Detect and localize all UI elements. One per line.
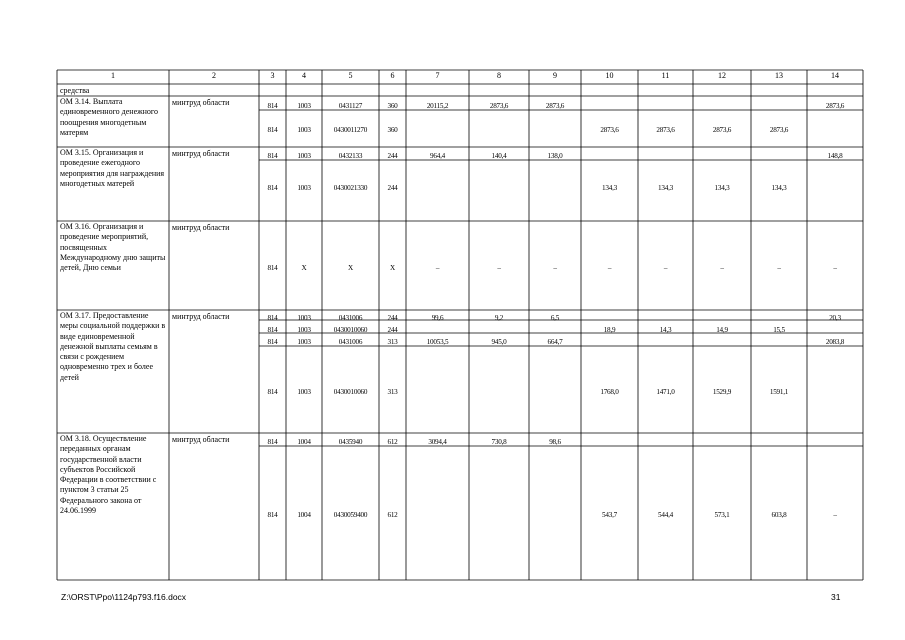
header-col-3: 3 — [270, 71, 275, 80]
header-col-7: 7 — [435, 71, 440, 80]
cell-col-14: 2873,6 — [825, 102, 845, 110]
cell-col-3: 814 — [267, 438, 278, 446]
cell-col-4: 1003 — [297, 314, 311, 322]
header-col-9: 9 — [553, 71, 557, 80]
cell-col-10: – — [607, 264, 612, 272]
cell-col-8: 140,4 — [491, 152, 507, 160]
cell-col-5: 0435940 — [338, 438, 363, 446]
carryover-text: средства — [60, 86, 90, 95]
cell-col-5: 0430021330 — [333, 184, 368, 192]
cell-col-3: 814 — [267, 184, 278, 192]
ministry-name: минтруд области — [172, 98, 230, 107]
header-col-8: 8 — [497, 71, 501, 80]
cell-col-4: 1003 — [297, 102, 311, 110]
cell-col-7: 10053,5 — [426, 338, 449, 346]
cell-col-3: 814 — [267, 102, 278, 110]
header-col-13: 13 — [775, 71, 783, 80]
cell-col-5: X — [348, 264, 353, 272]
cell-col-12: 1529,9 — [712, 388, 732, 396]
cell-col-10: 18,9 — [603, 326, 616, 334]
cell-col-6: 313 — [387, 338, 398, 346]
cell-col-11: 134,3 — [658, 184, 673, 192]
cell-col-7: 964,4 — [430, 152, 445, 160]
cell-col-9: 98,6 — [549, 438, 561, 446]
measure-label: ОМ 3.17. Предоставление меры социальной поддержки в виде единовременной денежной выплаты семьям в связи с рождением одновременно трех и более детей — [60, 311, 166, 382]
header-col-1: 1 — [111, 71, 115, 80]
header-col-14: 14 — [831, 71, 839, 80]
cell-col-8: 730,8 — [491, 438, 507, 446]
cell-col-13: 2873,6 — [769, 126, 789, 134]
cell-col-10: 543,7 — [602, 511, 617, 519]
cell-col-9: 664,7 — [547, 338, 563, 346]
cell-col-3: 814 — [267, 264, 278, 272]
cell-col-7: 99,6 — [431, 314, 444, 322]
cell-col-13: 603,8 — [771, 511, 787, 519]
cell-col-11: 1471,0 — [656, 388, 675, 396]
cell-col-6: 360 — [387, 102, 398, 110]
cell-col-13: 15,5 — [773, 326, 785, 334]
measure-label: ОМ 3.16. Организация и проведение мероприятий, посвященных Международному дню защиты детей, Дню семьи — [60, 222, 166, 273]
cell-col-11: – — [663, 264, 668, 272]
cell-col-3: 814 — [267, 152, 278, 160]
cell-col-12: – — [720, 264, 724, 272]
cell-col-5: 0430010060 — [333, 388, 368, 396]
header-col-2: 2 — [212, 71, 216, 80]
cell-col-7: 3094,4 — [428, 438, 447, 446]
cell-col-12: 134,3 — [714, 184, 730, 192]
cell-col-4: 1004 — [297, 511, 311, 519]
cell-col-3: 814 — [267, 338, 278, 346]
ministry-name: минтруд области — [172, 312, 230, 321]
cell-col-13: – — [777, 264, 781, 272]
measure-label: ОМ 3.15. Организация и проведение ежегодного мероприятия для награждения многодетных матерей — [60, 148, 165, 188]
cell-col-6: 244 — [387, 326, 398, 334]
cell-col-9: 2873,6 — [545, 102, 565, 110]
cell-col-6: 244 — [387, 314, 398, 322]
cell-col-4: 1003 — [297, 126, 311, 134]
cell-col-12: 573,1 — [714, 511, 730, 519]
header-col-4: 4 — [302, 71, 306, 80]
header-col-6: 6 — [390, 71, 395, 80]
measure-label: ОМ 3.14. Выплата единовременного денежного поощрения многодетным матерям — [60, 97, 159, 137]
header-col-5: 5 — [348, 71, 353, 80]
cell-col-12: 14,9 — [716, 326, 728, 334]
cell-col-7: – — [435, 264, 440, 272]
cell-col-3: 814 — [267, 314, 278, 322]
cell-col-13: 1591,1 — [769, 388, 789, 396]
cell-col-8: 945,0 — [491, 338, 507, 346]
cell-col-14: – — [833, 511, 837, 519]
cell-col-8: 9,2 — [494, 314, 504, 322]
cell-col-9: 138,0 — [547, 152, 563, 160]
cell-col-4: 1003 — [297, 388, 311, 396]
cell-col-4: 1003 — [297, 152, 311, 160]
cell-col-14: 20,3 — [829, 314, 841, 322]
header-col-10: 10 — [605, 71, 614, 80]
header-col-11: 11 — [661, 71, 670, 80]
cell-col-6: X — [390, 264, 395, 272]
cell-col-3: 814 — [267, 388, 278, 396]
ministry-name: минтруд области — [172, 435, 230, 444]
cell-col-6: 244 — [387, 184, 398, 192]
footer-page-number: 31 — [831, 592, 841, 602]
cell-col-14: 2083,8 — [825, 338, 845, 346]
cell-col-4: X — [301, 264, 307, 272]
cell-col-6: 360 — [387, 126, 398, 134]
cell-col-13: 134,3 — [771, 184, 787, 192]
cell-col-10: 134,3 — [602, 184, 617, 192]
cell-col-4: 1003 — [297, 338, 311, 346]
cell-col-5: 0432133 — [338, 152, 363, 160]
cell-col-10: 1768,0 — [600, 388, 619, 396]
cell-col-4: 1004 — [297, 438, 311, 446]
cell-col-5: 0430010060 — [333, 326, 368, 334]
cell-col-9: 6,5 — [550, 314, 560, 322]
cell-col-3: 814 — [267, 511, 278, 519]
cell-col-10: 2873,6 — [600, 126, 619, 134]
cell-col-6: 612 — [387, 438, 398, 446]
cell-col-6: 313 — [387, 388, 398, 396]
cell-col-4: 1003 — [297, 184, 311, 192]
cell-col-14: – — [833, 264, 837, 272]
ministry-name: минтруд области — [172, 223, 230, 232]
measure-label: ОМ 3.18. Осуществление переданных органам государственной власти субъектов Российской Федерации в соответствии с пунктом 3 статьи 25 Федерального закона от 24.06.1999 — [60, 434, 157, 516]
cell-col-8: – — [497, 264, 501, 272]
ministry-name: минтруд области — [172, 149, 230, 158]
cell-col-5: 0431006 — [338, 338, 363, 346]
cell-col-11: 544,4 — [658, 511, 673, 519]
cell-col-6: 612 — [387, 511, 398, 519]
cell-col-14: 148,8 — [827, 152, 843, 160]
cell-col-3: 814 — [267, 126, 278, 134]
cell-col-5: 0430059400 — [333, 511, 368, 519]
header-col-12: 12 — [718, 71, 726, 80]
cell-col-3: 814 — [267, 326, 278, 334]
cell-col-5: 0430011270 — [333, 126, 368, 134]
cell-col-7: 20115,2 — [426, 102, 449, 110]
cell-col-5: 0431127 — [338, 102, 363, 110]
cell-col-11: 14,3 — [659, 326, 672, 334]
cell-col-11: 2873,6 — [656, 126, 675, 134]
footer-file-path: Z:\ORST\Ppo\1124p793.f16.docx — [61, 592, 187, 602]
cell-col-6: 244 — [387, 152, 398, 160]
cell-col-4: 1003 — [297, 326, 311, 334]
cell-col-9: – — [553, 264, 557, 272]
cell-col-12: 2873,6 — [712, 126, 732, 134]
cell-col-5: 0431006 — [338, 314, 363, 322]
cell-col-8: 2873,6 — [489, 102, 509, 110]
